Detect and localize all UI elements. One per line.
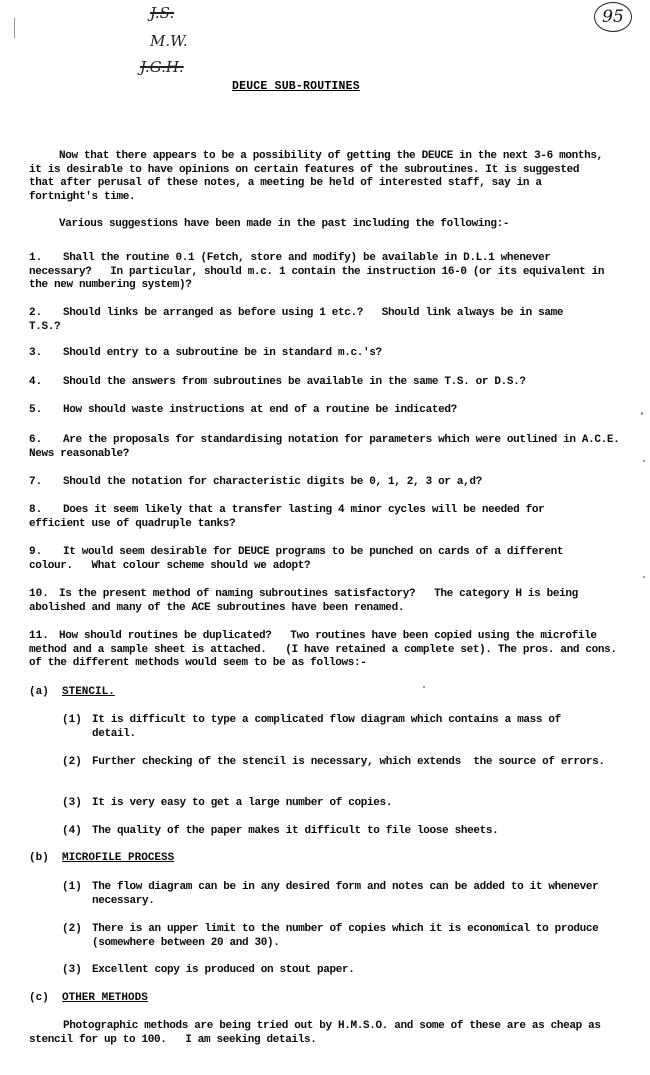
scan-mark — [423, 686, 425, 688]
method-point: There is an upper limit to the number of copies which it is economical to produce (somewhere between 20 and 30). — [92, 923, 605, 949]
list-item: Should links be arranged as before using 1 etc.? Should link always be in same T.S.? — [29, 307, 570, 333]
handwritten-initials-1: J.S. — [150, 4, 175, 22]
section-label: (c) — [29, 992, 49, 1004]
point-number: (4) — [62, 825, 82, 837]
point-number: (1) — [62, 881, 82, 893]
handwritten-initials-2: M.W. — [150, 32, 188, 50]
method-point: It is difficult to type a complicated flow diagram which contains a mass of detail. — [92, 714, 568, 740]
section-heading-stencil: STENCIL. — [62, 686, 115, 698]
point-number: (3) — [62, 964, 82, 976]
scan-mark — [643, 576, 645, 578]
scan-mark — [14, 18, 15, 38]
list-item: Is the present method of naming subroutines satisfactory? The category H is being abolished and many of the ACE subroutines have been renamed. — [29, 588, 585, 614]
list-item: Does it seem likely that a transfer lasting 4 minor cycles will be needed for efficient use of quadruple tanks? — [29, 504, 551, 530]
section-label: (b) — [29, 852, 49, 864]
section-heading-other-methods: OTHER METHODS — [62, 992, 148, 1004]
item-number: 4. — [29, 376, 43, 388]
item-number: 8. — [29, 504, 43, 516]
scan-mark — [643, 460, 645, 462]
section-label: (a) — [29, 686, 49, 698]
list-item: How should routines be duplicated? Two routines have been copied using the microfile method and a sample sheet is attached. (I have retained a complete set). The pros. and cons. of the different methods would seem to be as follows:- — [29, 630, 623, 669]
item-number: 9. — [29, 546, 43, 558]
item-number: 2. — [29, 307, 43, 319]
point-number: (2) — [62, 923, 82, 935]
point-number: (1) — [62, 714, 82, 726]
item-number: 10. — [29, 588, 49, 600]
page-title: DEUCE SUB-ROUTINES — [232, 80, 360, 93]
section-heading-microfile: MICROFILE PROCESS — [62, 852, 175, 864]
list-item: Are the proposals for standardising notation for parameters which were outlined in A.C.E. News reasonable? — [29, 434, 626, 460]
item-number: 11. — [29, 630, 49, 642]
intro-paragraph-2: Various suggestions have been made in the past including the following:- — [59, 218, 510, 230]
method-point: It is very easy to get a large number of copies. — [92, 797, 393, 809]
item-number: 7. — [29, 476, 43, 488]
method-point: Further checking of the stencil is necessary, which extends the source of errors. — [92, 756, 605, 768]
handwritten-initials-3: J.G.H. — [140, 58, 184, 76]
item-number: 1. — [29, 252, 43, 264]
list-item: How should waste instructions at end of a routine be indicated? — [63, 404, 457, 416]
intro-paragraph: Now that there appears to be a possibility of getting the DEUCE in the next 3-6 months, it is desirable to have opinions on certain features of the subroutines. It is suggested that after perusal of these notes, a meeting be held of interested staff, say in a fortnight's time. — [29, 150, 610, 203]
list-item: Should entry to a subroutine be in standard m.c.'s? — [63, 347, 382, 359]
list-item: Should the answers from subroutines be available in the same T.S. or D.S.? — [63, 376, 526, 388]
list-item: It would seem desirable for DEUCE programs to be punched on cards of a different colour. What colour scheme should we adopt? — [29, 546, 570, 572]
scan-mark — [641, 412, 643, 415]
method-point: The quality of the paper makes it difficult to file loose sheets. — [92, 825, 499, 837]
point-number: (2) — [62, 756, 82, 768]
item-number: 6. — [29, 434, 43, 446]
list-item: Should the notation for characteristic digits be 0, 1, 2, 3 or a,d? — [63, 476, 482, 488]
method-point: The flow diagram can be in any desired form and notes can be added to it whenever necessary. — [92, 881, 605, 907]
list-item: Shall the routine 0.1 (Fetch, store and modify) be available in D.L.1 whenever necessary? In particular, should m.c. 1 contain the instruction 16-0 (or its equivalent in the new numbering system)? — [29, 252, 611, 291]
item-number: 3. — [29, 347, 43, 359]
method-point: Excellent copy is produced on stout paper. — [92, 964, 355, 976]
point-number: (3) — [62, 797, 82, 809]
page-number-circled: 95 — [594, 2, 632, 32]
other-methods-paragraph: Photographic methods are being tried out by H.M.S.O. and some of these are as cheap as stencil for up to 100. I am seeking details. — [29, 1020, 607, 1046]
item-number: 5. — [29, 404, 43, 416]
